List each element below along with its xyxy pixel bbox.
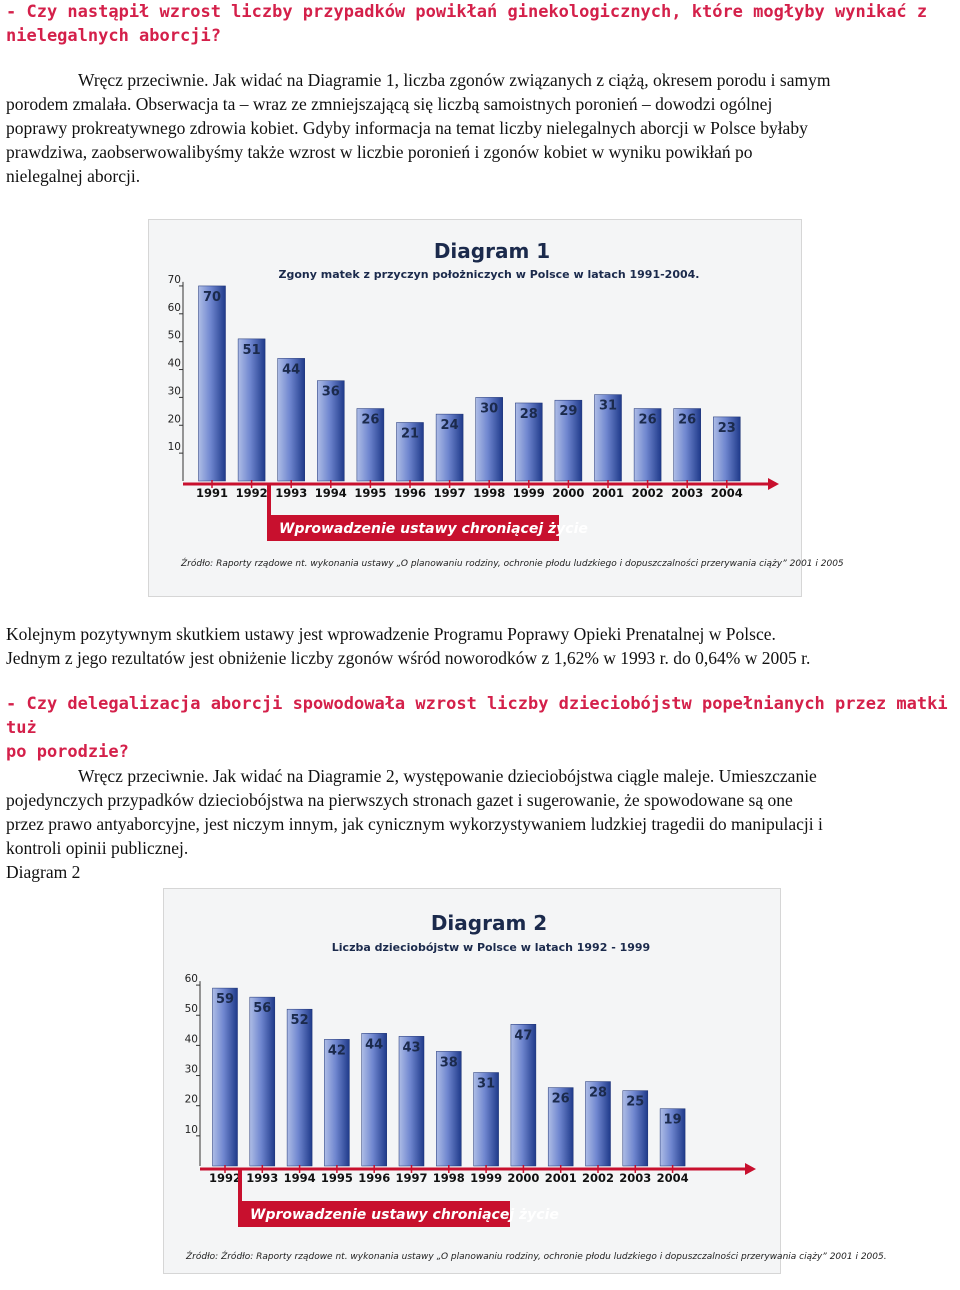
bar-value-label: 59 xyxy=(215,992,235,1008)
bar xyxy=(287,1009,312,1166)
x-tick-label: 2000 xyxy=(507,1171,540,1185)
x-tick-label: 1991 xyxy=(195,486,229,500)
chart-title: Diagram 2 xyxy=(430,911,548,935)
x-tick-label: 1996 xyxy=(358,1171,391,1185)
x-tick-label: 1996 xyxy=(393,486,427,500)
x-tick-label: 1994 xyxy=(283,1171,316,1185)
y-tick-label: 60 xyxy=(184,973,198,986)
bar-value-label: 19 xyxy=(663,1112,682,1128)
x-tick-label: 1994 xyxy=(314,486,347,500)
x-tick-label: 2000 xyxy=(552,486,585,500)
y-tick-label: 20 xyxy=(184,1093,198,1106)
paragraph-2 xyxy=(6,622,960,670)
bar-value-label: 52 xyxy=(290,1013,309,1029)
paragraph-line: Wręcz przeciwnie. Jak widać na Diagramie 1, liczba zgonów związanych z ciążą, okresem porodu i samym xyxy=(78,70,831,90)
paragraph-line: Wręcz przeciwnie. Jak widać na Diagramie 2, występowanie dzieciobójstwa ciągle maleje. Umieszczanie xyxy=(78,766,817,786)
x-axis-arrow xyxy=(745,1163,756,1175)
banner-label: Wprowadzenie ustawy chroniącej życie xyxy=(279,521,588,537)
bar-value-label: 21 xyxy=(400,426,420,442)
y-tick-label: 10 xyxy=(184,1123,198,1136)
bar-value-label: 25 xyxy=(626,1094,645,1110)
question-1-line: nielegalnych aborcji? xyxy=(6,26,221,46)
x-tick-label: 1997 xyxy=(433,486,466,500)
bar xyxy=(511,1024,536,1166)
x-tick-label: 2003 xyxy=(619,1171,652,1185)
y-tick-label: 70 xyxy=(167,273,181,286)
paragraph-1 xyxy=(6,68,960,188)
bar xyxy=(250,997,275,1166)
question-1 xyxy=(6,0,956,48)
y-tick-label: 50 xyxy=(167,329,181,342)
bar xyxy=(213,988,238,1166)
x-tick-label: 1999 xyxy=(470,1171,503,1185)
paragraph-line: nielegalnej aborcji. xyxy=(6,166,141,186)
y-tick-label: 20 xyxy=(167,413,181,426)
bar-value-label: 29 xyxy=(559,404,578,420)
banner-label: Wprowadzenie ustawy chroniącej życie xyxy=(250,1207,559,1223)
x-tick-label: 2001 xyxy=(544,1171,577,1185)
diagram-1-figure xyxy=(148,219,844,597)
bar-value-label: 70 xyxy=(202,289,222,305)
x-tick-label: 1995 xyxy=(354,486,387,500)
chart-title: Diagram 1 xyxy=(433,239,551,263)
source-note: Źródło: Raporty rządowe nt. wykonania ustawy „O planowaniu rodziny, ochronie płodu ludzkiego i dopuszczalności przerywania ciąży” 2001 i 2005 xyxy=(181,559,844,569)
question-1-line: - Czy nastąpił wzrost liczby przypadków powikłań ginekologicznych, które mogłyby wynikać z xyxy=(6,2,928,22)
bar-value-label: 51 xyxy=(242,342,261,358)
y-tick-label: 30 xyxy=(184,1063,198,1076)
x-tick-label: 1999 xyxy=(512,486,545,500)
bar-value-label: 26 xyxy=(638,412,657,428)
x-tick-label: 2004 xyxy=(710,486,743,500)
bar-value-label: 30 xyxy=(480,401,499,417)
x-tick-label: 1995 xyxy=(320,1171,353,1185)
x-tick-label: 2001 xyxy=(591,486,625,500)
y-tick-label: 60 xyxy=(167,301,181,314)
paragraph-line: przez prawo antyaborcyjne, jest niczym innym, jak cynicznym wykorzystywaniem ludzkiej tragedii do manipulacji i xyxy=(6,814,823,834)
x-tick-label: 1993 xyxy=(246,1171,279,1185)
paragraph-line: kontroli opinii publicznej. xyxy=(6,838,189,858)
bar-value-label: 26 xyxy=(551,1091,570,1107)
x-tick-label: 1993 xyxy=(275,486,308,500)
paragraph-line: poprawy prokreatywnego zdrowia kobiet. Gdyby informacja na temat liczby nielegalnych aborcji w Polsce byłaby xyxy=(6,118,808,138)
bar-value-label: 26 xyxy=(361,412,380,428)
paragraph-line: prawdziwa, zaobserwowalibyśmy także wzrost w liczbie poronień i zgonów kobiet w wyniku powikłań po xyxy=(6,142,753,162)
bar-value-label: 42 xyxy=(327,1043,346,1059)
chart-subtitle: Liczba dzieciobójstw w Polsce w latach 1992 - 1999 xyxy=(331,941,651,954)
x-axis-arrow xyxy=(768,478,779,490)
bar xyxy=(399,1036,424,1166)
bar-value-label: 23 xyxy=(717,420,736,436)
x-tick-label: 1997 xyxy=(395,1171,428,1185)
y-tick-label: 40 xyxy=(184,1033,198,1046)
bar-value-label: 56 xyxy=(253,1001,272,1017)
y-tick-label: 40 xyxy=(167,357,181,370)
question-2-line: - Czy delegalizacja aborcji spowodowała wzrost liczby dzieciobójstw popełnianych przez matki tuż xyxy=(6,694,948,738)
paragraph-line: pojedynczych przypadków dzieciobójstwa na pierwszych stronach gazet i sugerowanie, że spowodowane są one xyxy=(6,790,793,810)
chart-subtitle: Zgony matek z przyczyn położniczych w Polsce w latach 1991-2004. xyxy=(278,268,700,281)
source-note: Źródło: Źródło: Raporty rządowe nt. wykonania ustawy „O planowaniu rodziny, ochronie płodu ludzkiego i dopuszczalności przerywania ciąży” 2001 i 2005. xyxy=(186,1252,887,1262)
y-tick-label: 30 xyxy=(167,385,181,398)
bar-value-label: 31 xyxy=(598,398,618,414)
bar-value-label: 31 xyxy=(477,1076,496,1092)
bar-value-label: 26 xyxy=(678,412,697,428)
bar-value-label: 28 xyxy=(519,406,538,422)
diagram-2-chart xyxy=(164,889,887,1273)
x-tick-label: 1992 xyxy=(208,1171,242,1185)
paragraph-line: Kolejnym pozytywnym skutkiem ustawy jest wprowadzenie Programu Poprawy Opieki Prenatalnej w Polsce. xyxy=(6,624,776,644)
diagram-2-figure xyxy=(163,888,887,1274)
bar xyxy=(199,286,226,481)
bar-value-label: 28 xyxy=(588,1085,608,1101)
bar-value-label: 38 xyxy=(439,1055,458,1071)
paragraph-line: porodem zmalała. Obserwacja ta – wraz ze zmniejszającą się liczbą samoistnych poronień – dowodzi ogólnej xyxy=(6,94,773,114)
bar-value-label: 43 xyxy=(402,1040,421,1056)
paragraph-3 xyxy=(6,764,960,884)
bar-value-label: 44 xyxy=(365,1037,384,1053)
x-tick-label: 2003 xyxy=(671,486,704,500)
x-tick-label: 2002 xyxy=(581,1171,615,1185)
bar-value-label: 36 xyxy=(321,384,340,400)
bar-value-label: 44 xyxy=(282,362,301,378)
x-tick-label: 1998 xyxy=(432,1171,465,1185)
x-tick-label: 2004 xyxy=(656,1171,689,1185)
x-tick-label: 1992 xyxy=(235,486,268,500)
question-2-line: po porodzie? xyxy=(6,742,129,762)
y-tick-label: 50 xyxy=(184,1003,198,1016)
bar xyxy=(362,1033,387,1166)
y-tick-label: 10 xyxy=(167,441,181,454)
bar-value-label: 24 xyxy=(440,418,459,434)
question-2 xyxy=(6,692,956,764)
x-tick-label: 2002 xyxy=(631,486,664,500)
paragraph-line: Jednym z jego rezultatów jest obniżenie liczby zgonów wśród noworodków z 1,62% w 1993 r. do 0,64% w 2005 r. xyxy=(6,648,811,668)
bar-value-label: 47 xyxy=(514,1028,533,1044)
diagram-2-caption: Diagram 2 xyxy=(6,862,81,882)
x-tick-label: 1998 xyxy=(473,486,506,500)
bar xyxy=(238,339,265,481)
diagram-1-chart xyxy=(149,220,844,596)
